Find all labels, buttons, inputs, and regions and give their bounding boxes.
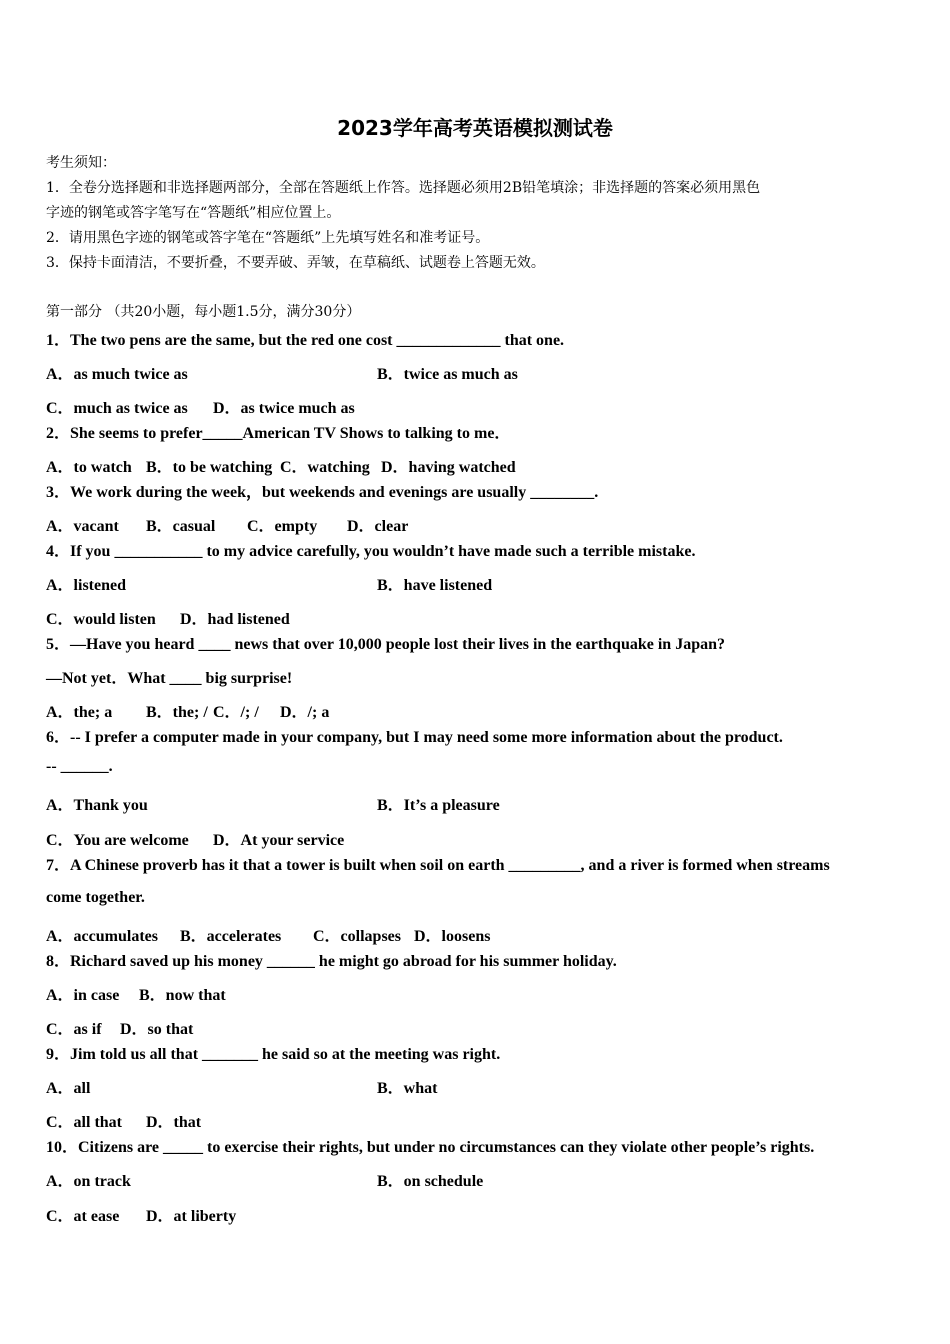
q8-option-b: B．now that bbox=[139, 987, 226, 1004]
q5-option-a: A．the; a bbox=[46, 704, 113, 721]
q10-option-d: D．at liberty bbox=[146, 1208, 237, 1225]
question-4: 4．If you ___________ to my advice carefully, you wouldn’t have made such a terrible mistake. bbox=[46, 543, 696, 560]
question-3: 3．We work during the week，but weekends and evenings are usually ________. bbox=[46, 484, 599, 501]
notice-item-1-cont: 字迹的钢笔或答字笔写在“答题纸”相应位置上。 bbox=[46, 205, 341, 221]
q3-option-c: C．empty bbox=[247, 518, 318, 535]
q1-option-d: D．as twice much as bbox=[213, 400, 355, 417]
q9-option-c: C．all that bbox=[46, 1114, 123, 1131]
q5-option-d: D．/; a bbox=[280, 704, 330, 721]
q6-option-d: D．At your service bbox=[213, 832, 345, 849]
q10-option-b: B．on schedule bbox=[377, 1173, 484, 1190]
q2-option-c: C．watching bbox=[280, 459, 370, 476]
q6-option-a: A．Thank you bbox=[46, 797, 148, 814]
q2-option-a: A．to watch bbox=[46, 459, 132, 476]
q8-option-c: C．as if bbox=[46, 1021, 102, 1038]
q5-option-c: C．/; / bbox=[213, 704, 259, 721]
q1-option-b: B．twice as much as bbox=[377, 366, 518, 383]
q1-option-c: C．much as twice as bbox=[46, 400, 188, 417]
notice-item-1: 1．全卷分选择题和非选择题两部分，全部在答题纸上作答。选择题必须用2B铅笔填涂；非选择题的答案必须用黑色 bbox=[46, 180, 761, 196]
q3-option-d: D．clear bbox=[347, 518, 409, 535]
q2-option-d: D．having watched bbox=[381, 459, 516, 476]
q6-option-b: B．It’s a pleasure bbox=[377, 797, 500, 814]
q9-option-b: B．what bbox=[377, 1080, 438, 1097]
question-7-cont: come together. bbox=[46, 889, 145, 906]
q2-option-b: B．to be watching bbox=[146, 459, 273, 476]
q4-option-c: C．would listen bbox=[46, 611, 156, 628]
q9-option-a: A．all bbox=[46, 1080, 91, 1097]
question-2: 2．She seems to prefer_____American TV Shows to talking to me． bbox=[46, 425, 511, 442]
question-8: 8．Richard saved up his money ______ he might go abroad for his summer holiday. bbox=[46, 953, 617, 970]
q3-option-b: B．casual bbox=[146, 518, 216, 535]
question-7: 7．A Chinese proverb has it that a tower is built when soil on earth _________, and a river is formed when streams bbox=[46, 857, 830, 874]
q4-option-b: B．have listened bbox=[377, 577, 493, 594]
page-title: 2023学年高考英语模拟测试卷 bbox=[337, 116, 613, 140]
question-6-reply: -- ______. bbox=[46, 758, 113, 775]
q9-option-d: D．that bbox=[146, 1114, 202, 1131]
q4-option-a: A．listened bbox=[46, 577, 127, 594]
q7-option-a: A．accumulates bbox=[46, 928, 158, 945]
question-9: 9．Jim told us all that _______ he said so at the meeting was right. bbox=[46, 1046, 501, 1063]
q6-option-c: C．You are welcome bbox=[46, 832, 189, 849]
notice-item-3: 3．保持卡面清洁，不要折叠，不要弄破、弄皱，在草稿纸、试题卷上答题无效。 bbox=[46, 255, 545, 271]
q7-option-d: D．loosens bbox=[414, 928, 491, 945]
q3-option-a: A．vacant bbox=[46, 518, 119, 535]
q7-option-c: C．collapses bbox=[313, 928, 402, 945]
section-heading: 第一部分 （共20小题，每小题1.5分，满分30分） bbox=[46, 304, 361, 320]
q10-option-a: A．on track bbox=[46, 1173, 131, 1190]
q8-option-a: A．in case bbox=[46, 987, 120, 1004]
q1-option-a: A．as much twice as bbox=[46, 366, 188, 383]
question-10: 10．Citizens are _____ to exercise their rights, but under no circumstances can they violate other people’s rights. bbox=[46, 1139, 815, 1156]
question-5-reply: —Not yet．What ____ big surprise! bbox=[46, 670, 293, 687]
notice-heading: 考生须知： bbox=[46, 155, 116, 171]
q10-option-c: C．at ease bbox=[46, 1208, 120, 1225]
q5-option-b: B．the; / bbox=[146, 704, 208, 721]
question-5: 5．—Have you heard ____ news that over 10,000 people lost their lives in the earthquake in Japan? bbox=[46, 636, 725, 653]
notice-item-2: 2．请用黑色字迹的钢笔或答字笔在“答题纸”上先填写姓名和准考证号。 bbox=[46, 230, 490, 246]
question-6: 6．-- I prefer a computer made in your company, but I may need some more information about the product. bbox=[46, 729, 783, 746]
q8-option-d: D．so that bbox=[120, 1021, 194, 1038]
q7-option-b: B．accelerates bbox=[180, 928, 282, 945]
q4-option-d: D．had listened bbox=[180, 611, 290, 628]
question-1: 1．The two pens are the same, but the red one cost _____________ that one. bbox=[46, 332, 565, 349]
